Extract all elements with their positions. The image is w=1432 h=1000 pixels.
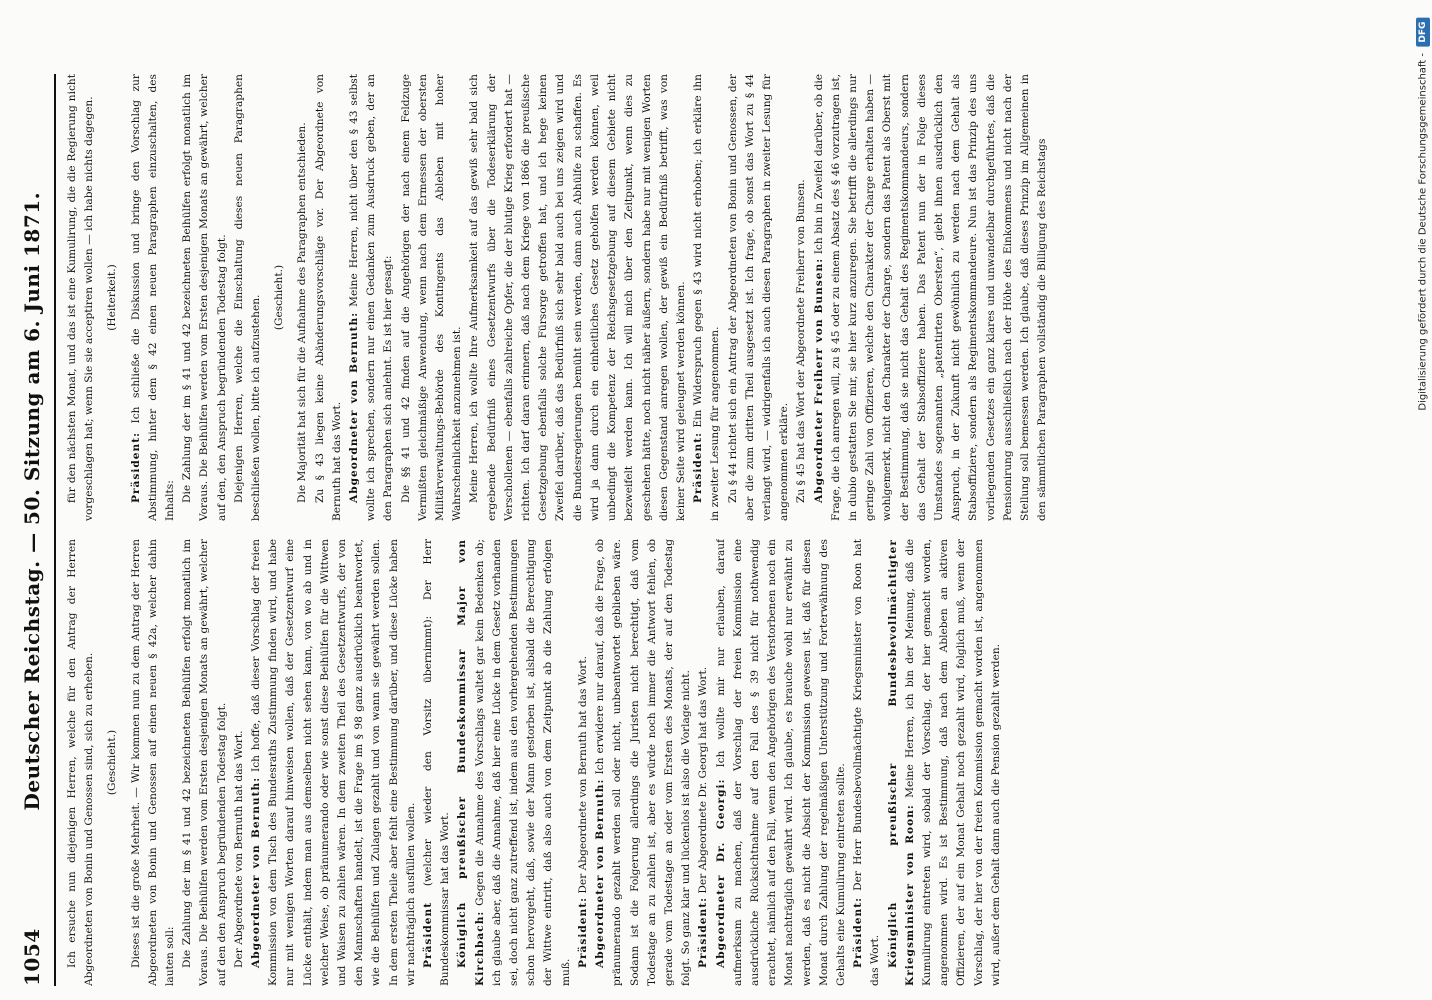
speaker-name: Abgeordneter von Bernuth: xyxy=(250,776,263,968)
paragraph: Die Zahlung der im § 41 und 42 bezeichneten Beihülfen erfolgt monatlich im Voraus. Die Beihülfen werden vom Ersten desjenigen Monats an gewährt, welcher auf den den Anspruch begründenden Todestag folgt. xyxy=(181,539,228,986)
speech-text: Ich wollte mir nur erlauben, darauf aufmerksam zu machen, daß der Vorschlag der freien Kommission eine ausdrückliche Rücksichtnahme auf den Fall des § 39 nicht für nothwendig erachtet, nämlich auf den Fall, wenn den Angehörigen des Verstorbenen noch ein Monat nachträglich gewährt wird. Ich glaube, es brauche wohl nur erwähnt zu werden, daß es nicht die Absicht der Kommission gewesen ist, daß für diesen Monat durch Zahlung der regelmäßigen Unterstützung und Forterwähnung des Gehalts eine Kumulirung eintreten sollte. xyxy=(714,539,847,986)
paragraph: Die Majorität hat sich für die Aufnahme des Paragraphen entschieden. xyxy=(296,122,309,503)
paragraph: Zu § 44 richtet sich ein Antrag der Abgeordneten von Bonin und Genossen, der aber die zum dritten Theil ausgesetzt ist. Ich frage, ob sonst das Wort zu § 44 verlangt wird, — widrigenfalls ich auch diesen Paragraphen in zweiter Lesung für angenommen erkläre. xyxy=(726,74,791,521)
speaker-name: Präsident: xyxy=(576,896,589,968)
speech-text: Der Abgeordnete Dr. Georgi hat das Wort. xyxy=(697,666,710,894)
paragraph xyxy=(592,539,695,986)
paragraph xyxy=(885,539,1005,986)
stage-direction: (Geschieht.) xyxy=(273,264,286,331)
speech-text: Der Abgeordnete von Bernuth hat das Wort. xyxy=(576,656,589,894)
paragraph: für den nächsten Monat, und das ist eine Kumulirung, die die Regierung nicht vorgeschlagen hat; wenn Sie sie acceptiren wollen — ich habe nichts dagegen. xyxy=(66,74,96,521)
speaker-name: Präsident: xyxy=(129,431,142,503)
paragraph: Dieses ist die große Mehrheit. — Wir kommen nun zu dem Antrag der Herren Abgeordneten von Bonin und Genossen auf einen neuen § 42a, welcher dahin lauten soll: xyxy=(129,539,177,986)
paragraph xyxy=(454,539,574,986)
speaker-name: Abgeordneter Freiherr von Bunsen: xyxy=(812,257,825,503)
speaker-name: Präsident: xyxy=(692,431,705,503)
speech-text: Ich schließe die Diskussion und bringe den Vorschlag zur Abstimmung, hinter dem § 42 einen neuen Paragraphen einzuschalten, des Inhalts: xyxy=(129,74,177,521)
speaker-name: Königlich preußischer Bundesbevollmächtigter Kriegsminister von Roon: xyxy=(886,539,916,986)
stage-direction: (Geschieht.) xyxy=(106,729,119,796)
paragraph: Die Zahlung der im § 41 und 42 bezeichneten Beihülfen erfolgt monatlich im Voraus. Die Beihülfen werden vom Ersten desjenigen Monats an gewährt, welcher auf den, den Anspruch begründenden Todestag folgt. xyxy=(181,74,228,521)
speech-text: Ein Widerspruch gegen § 43 wird nicht erhoben; ich erkläre ihn in zweiter Lesung für angenommen. xyxy=(692,74,722,521)
speech-text: Ich hoffe, daß dieser Vorschlag der freien Kommission von dem Tisch des Bundesraths Zustimmung finden wird, und habe nur mit wenigen Worten darauf hinweisen wollen, daß der Gesetzentwurf eine Lücke enthält, indem man aus demselben nicht sehen kann, von wo ab und in welcher Weise, ob pränumerando oder wie sonst diese Beihülfen für die Wittwen und Waisen zu zahlen wären. In dem zweiten Theil des Gesetzentwurfs, der von den Mannschaften handelt, ist die Frage im § 98 ganz ausdrücklich beantwortet, wie die Beihülfen und Zulagen gezahlt und von wann sie gewährt werden sollen. In dem ersten Theile aber fehlt eine Bestimmung darüber, und diese Lücke haben wir nachträglich ausfüllen wollen. xyxy=(250,539,417,986)
paragraph xyxy=(128,74,180,521)
speech-text: Meine Herren, nicht über den § 43 selbst wollte ich sprechen, sondern nur einen Gedanken zum Ausdruck geben, der an den Paragraphen sich anlehnt. Es ist hier gesagt: xyxy=(348,74,395,521)
paragraph: Der Abgeordnete von Bernuth hat das Wort. xyxy=(232,730,245,968)
paragraph xyxy=(420,539,454,986)
paragraph xyxy=(690,74,724,521)
paragraph: Meine Herren, ich wollte Ihre Aufmerksamkeit auf das gewiß sehr bald sich ergebende Bedürfniß eines Gesetzentwurfs über die Todeserklärung der Verschollenen — ebenfalls zahlreiche Opfer, die der blutige Krieg erfordert hat — richten. Ich darf daran erinnern, daß nach dem Kriege von 1866 die preußische Gesetzgebung ebenfalls solche Fürsorge getroffen hat, und ich hege keinen Zweifel darüber, daß das Bedürfniß sich sehr bald auch bei uns zeigen wird und die Bundesregierungen bemüht sein werden, dann auch Abhülfe zu schaffen. Es wird ja dann durch ein einheitliches Gesetz geholfen werden können, weil unbedingt die Kompetenz der Reichsgesetzgebung auf diesem Gebiete nicht bezweifelt werden kann. Ich will mich über den Zeitpunkt, wenn dies zu geschehen hätte, noch nicht näher äußern, sondern habe nur mit wenigen Worten diesen Gegenstand anregen wollen, der gewiß ein Bedürfniß betrifft, was von keiner Seite wird geleugnet werden können. xyxy=(468,74,687,521)
speech-text: Ich erwidere nur darauf, daß die Frage, ob pränumerando gezahlt werden soll oder nicht, unbeantwortet geblieben wäre. Sodann ist die Folgerung allerdings die Juristen nicht berechtigt, daß vom Todestage an zu zahlen ist, aber es würde noch immer die Antwort fehlen, ob gerade vom Todestage an oder vom Ersten des Monats, der auf den Todestag folgt. So ganz klar und lückenlos ist also die Vorlage nicht. xyxy=(594,539,693,986)
stage-direction: (Heiterkeit.) xyxy=(106,264,119,331)
paragraph xyxy=(248,539,420,986)
speech-text: Meine Herren, ich bin der Meinung, daß die Kumulirung eintreten wird, sobald der Vorschlag, der hier gemacht worden, angenommen wird. Es ist Bestimmung, daß nach dem Ableben an aktiven Offizieren, der auf ein Monat Gehalt noch gezahlt wird, folglich muß, wenn der Vorschlag, der hier von der freien Kommission gemacht worden ist, angenommen wird, außer dem Gehalt dann auch die Pension gezahlt werden. xyxy=(903,539,1002,986)
paragraph xyxy=(811,74,1052,521)
paragraph: Diejenigen Herren, welche die Einschaltung dieses neuen Paragraphen beschließen wollen, bitte ich aufzustehen. xyxy=(232,74,263,521)
text-column-right xyxy=(64,74,1394,521)
paragraph: Ich ersuche nun diejenigen Herren, welche für den Antrag der Herren Abgeordneten von Bonin und Genossen sind, sich zu erheben. xyxy=(66,539,96,986)
speaker-name: Präsident xyxy=(422,901,435,968)
speech-text: (welcher wieder den Vorsitz übernimmt): Der Herr Bundeskommissar hat das Wort. xyxy=(422,539,452,986)
paragraph xyxy=(346,74,398,521)
text-columns xyxy=(56,74,1394,986)
speaker-name: Abgeordneter von Bernuth: xyxy=(348,311,361,503)
speaker-name: Präsident: xyxy=(852,896,865,968)
paragraph: Zu § 45 hat das Wort der Abgeordnete Freiherr von Bunsen. xyxy=(795,179,808,503)
speech-text: Der Herr Bundesbevollmächtigte Kriegsminister von Roon hat das Wort. xyxy=(852,539,882,986)
digitization-text: Digitalisierung gefördert durch die Deutsche Forschungsgemeinschaft - xyxy=(1417,53,1429,411)
speaker-name: Präsident: xyxy=(697,896,710,968)
paragraph xyxy=(695,539,712,986)
speaker-name: Königlich preußischer Bundeskommissar Major von Kirchbach: xyxy=(456,539,486,986)
paragraph xyxy=(713,539,851,986)
page-header xyxy=(20,74,56,986)
page-number: 1054 xyxy=(20,928,44,986)
speaker-name: Abgeordneter Dr. Georgi: xyxy=(714,778,727,968)
dfg-logo: DFG xyxy=(1416,18,1430,47)
speaker-name: Abgeordneter von Bernuth: xyxy=(594,778,607,968)
paragraph: Die §§ 41 und 42 finden auf die Angehörigen der nach einem Feldzuge Vermißten gleichmäßige Anwendung, wenn nach dem Ermessen der obersten Militärverwaltungs-Behörde des Kontingents das Ableben mit hoher Wahrscheinlichkeit anzunehmen ist. xyxy=(399,74,464,521)
paragraph xyxy=(850,539,884,986)
text-column-left xyxy=(64,539,1394,986)
digitization-note xyxy=(1416,18,1430,411)
page-title: Deutscher Reichstag. — 50. Sitzung am 6. Juni 1871. xyxy=(20,191,44,811)
paragraph: Zu § 43 liegen keine Abänderungsvorschläge vor. Der Abgeordnete von Bernuth hat das Wort. xyxy=(313,74,343,521)
paragraph xyxy=(575,539,592,986)
rotated-text-block xyxy=(20,70,1410,990)
speech-text: Gegen die Annahme des Vorschlags waltet gar kein Bedenken ob; ich glaube aber, daß die Annahme, daß hier eine Lücke in dem Gesetz vorhanden sei, doch nicht ganz zutreffend ist, indem aus den vorhergehenden Bestimmungen schon hervorgeht, daß, sowie der Mann gestorben ist, alsbald die Berechtigung der Wittwe eintritt, daß also auch von dem Zeitpunkt ab die Zahlung erfolgen muß. xyxy=(473,539,572,986)
speech-text: Ich bin in Zweifel darüber, ob die Frage, die ich anregen will, zu § 45 oder zu einem Absatz des § 46 vorzutragen ist, in dubio gestatten Sie mir, sie hier kurz anzuregen. Sie betrifft die allerdings nur geringe Zahl von Offizieren, welche den Charakter der Charge erhalten haben — wohlgemerkt, nicht den Charakter der Charge, sondern das Patent als Oberst mit der Bestimmung, daß sie nicht das Gehalt des Regimentskommandeurs, sondern das Gehalt der Stabsoffiziere haben. Das Patent nun der in Folge dieses Umstandes sogenannten „patentirten Obersten“, giebt ihnen ausdrücklich den Anspruch, in der Zukunft nicht gewöhnlich zu werden nach dem Gehalt als Stabsoffiziere, sondern als Regimentskommandeure. Nun ist das Prinzip des uns vorliegenden Gesetzes ein ganz klares und unwandelbar durchgeführtes, daß die Pensionirung ausschließlich nach der Höhe des Einkommens und nicht nach der Stellung soll bemessen werden. Ich glaube, daß dieses Prinzip im Allgemeinen in den sämmtlichen Paragraphen vollständig die Billigung des Reichstags xyxy=(812,74,1049,521)
